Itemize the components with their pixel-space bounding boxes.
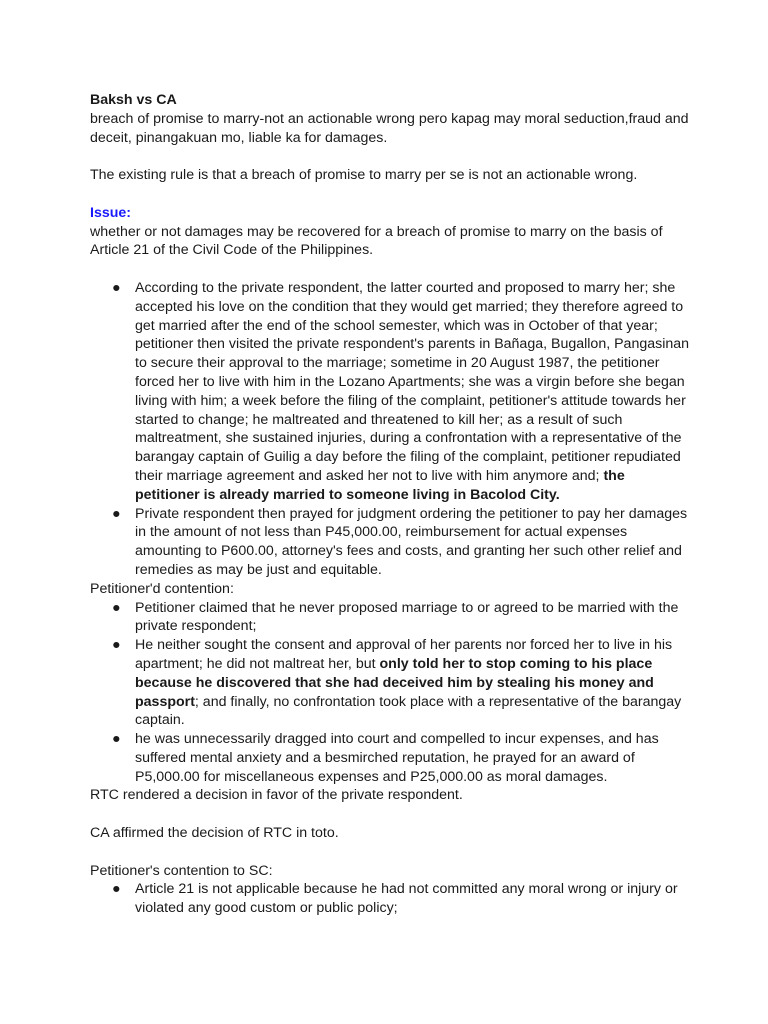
spacer	[90, 843, 690, 862]
bullet-icon: ●	[112, 599, 121, 616]
intro-paragraph: breach of promise to marry-not an actionable wrong pero kapag may moral seduction,fraud and deceit, pinangakuan mo, liable ka for damages.	[90, 110, 689, 146]
list-item-text: ; and finally, no confrontation took place with a representative of the barangay captain.	[135, 693, 682, 729]
list-item-bold-text: the petitioner is already married to someone living in Bacolod City.	[135, 467, 625, 503]
list-item-text: Article 21 is not applicable because he had not committed any moral wrong or injury or violated any good custom or public policy;	[135, 881, 678, 917]
spacer	[90, 147, 690, 166]
list-item-text: he was unnecessarily dragged into court and compelled to incur expenses, and has suffered mental anxiety and a besmirched reputation, he prayed for an award of P5,000.00 for miscellaneous expenses and P25,000.00 as moral damages.	[135, 731, 659, 785]
bullet-icon: ●	[112, 881, 121, 898]
spacer	[90, 185, 690, 204]
document-page	[90, 91, 690, 918]
existing-rule-paragraph: The existing rule is that a breach of promise to marry per se is not an actionable wrong.	[90, 167, 638, 184]
list-item-bold-text: only told her to stop coming to his place because he discovered that she had deceived him by stealing his money and passport	[135, 655, 654, 710]
list-item	[90, 880, 690, 918]
list-item	[90, 279, 690, 505]
list-item-text: Petitioner claimed that he never proposed marriage to or agreed to be married with the private respondent;	[135, 599, 679, 635]
bullet-icon: ●	[112, 505, 121, 522]
list-item	[90, 505, 690, 580]
bullet-icon: ●	[112, 279, 121, 296]
list-item	[90, 730, 690, 786]
respondent-allegations-list	[90, 279, 690, 580]
rtc-decision-paragraph: RTC rendered a decision in favor of the private respondent.	[90, 787, 463, 804]
issue-paragraph: whether or not damages may be recovered for a breach of promise to marry on the basis of Article 21 of the Civil Code of the Philippines.	[90, 223, 663, 259]
list-item-text: According to the private respondent, the latter courted and proposed to marry her; she accepted his love on the condition that they would get married; they therefore agreed to get married after the end of the school semester, which was in October of that year; petitioner then visited the private respondent's parents in Bañaga, Bugallon, Pangasinan to secure their approval to the marriage; sometime in 20 August 1987, the petitioner forced her to live with him in the Lozano Apartments; she was a virgin before she began living with him; a week before the filing of the complaint, petitioner's attitude towards her started to change; he maltreated and threatened to kill her; as a result of such maltreatment, she sustained injuries, during a confrontation with a representative of the barangay captain of Guilig a day before the filing of the complaint, petitioner repudiated their marriage agreement and asked her not to live with him anymore and;	[135, 279, 690, 484]
spacer	[90, 805, 690, 824]
sc-contention-heading: Petitioner's contention to SC:	[90, 862, 273, 879]
issue-heading: Issue:	[90, 204, 132, 221]
list-item	[90, 636, 690, 730]
bullet-icon: ●	[112, 637, 121, 654]
list-item-text: He neither sought the consent and approval of her parents nor forced her to live in his apartment; he did not maltreat her, but	[135, 637, 673, 672]
petitioner-contention-heading: Petitioner'd contention:	[90, 580, 234, 597]
list-item	[90, 599, 690, 637]
sc-contention-list	[90, 880, 690, 918]
petitioner-contention-list	[90, 599, 690, 787]
spacer	[90, 260, 690, 279]
case-title: Baksh vs CA	[90, 92, 177, 108]
list-item-text: Private respondent then prayed for judgment ordering the petitioner to pay her damages in the amount of not less than P45,000.00, reimbursement for actual expenses amounting to P600.00, attorney's fees and costs, and granting her such other relief and remedies as may be just and equitable.	[135, 505, 688, 578]
ca-decision-paragraph: CA affirmed the decision of RTC in toto.	[90, 825, 339, 842]
bullet-icon: ●	[112, 731, 121, 748]
